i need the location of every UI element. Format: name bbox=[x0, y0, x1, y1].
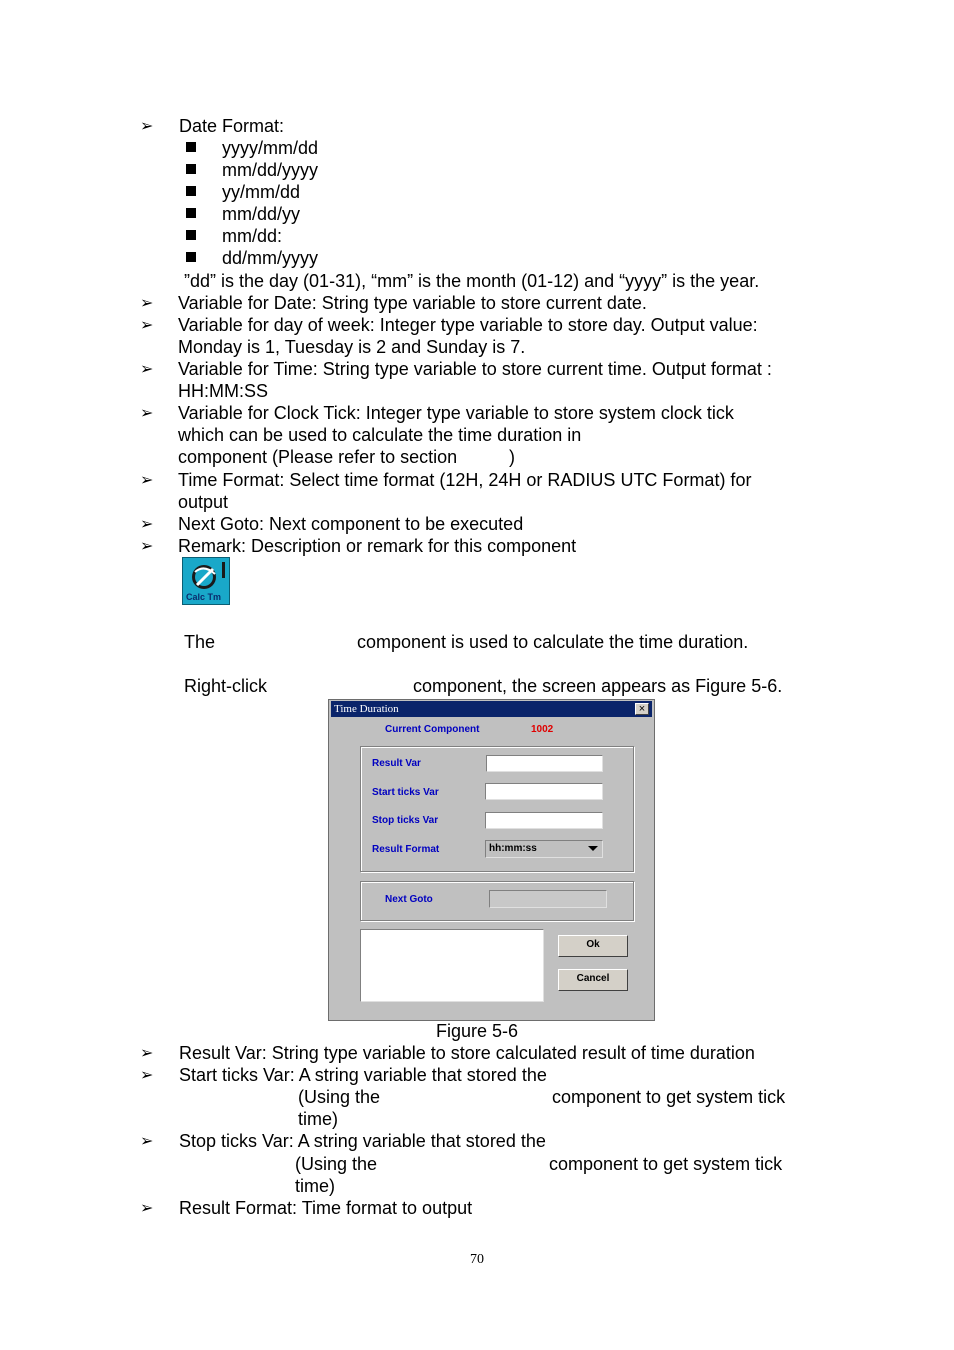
time-format-text: Time Format: Select time format (12H, 24H or RADIUS UTC Format) for bbox=[178, 470, 752, 490]
close-icon: × bbox=[638, 703, 646, 715]
stop-ticks-desc-cont: (Using the bbox=[295, 1154, 378, 1174]
bullet-arrow: ➢ bbox=[140, 1043, 154, 1062]
page-number: 70 bbox=[470, 1252, 484, 1267]
dialog-title: Time Duration bbox=[334, 703, 399, 715]
close-button[interactable] bbox=[635, 703, 649, 715]
result-var-input[interactable] bbox=[486, 755, 603, 772]
current-component-value: 1002 bbox=[531, 724, 554, 735]
result-format-select[interactable] bbox=[485, 840, 603, 858]
next-goto-text: Next Goto: Next component to be executed bbox=[178, 514, 524, 534]
square-bullet bbox=[186, 230, 196, 240]
var-dow-text: Variable for day of week: Integer type variable to store day. Output value: bbox=[178, 315, 758, 335]
result-format-label: Result Format bbox=[372, 844, 440, 855]
bullet-arrow: ➢ bbox=[140, 116, 154, 135]
start-ticks-desc: Start ticks Var: A string variable that stored the bbox=[179, 1065, 547, 1085]
start-ticks-desc-cont: component to get system tick bbox=[552, 1087, 786, 1107]
result-format-value: hh:mm:ss bbox=[489, 843, 537, 854]
date-format-option: yyyy/mm/dd bbox=[222, 138, 319, 158]
start-ticks-input[interactable] bbox=[485, 783, 603, 800]
bullet-arrow: ➢ bbox=[140, 514, 154, 533]
bullet-arrow: ➢ bbox=[140, 470, 154, 489]
bullet-arrow: ➢ bbox=[140, 1065, 154, 1084]
var-date-text: Variable for Date: String type variable to store current date. bbox=[178, 293, 647, 313]
result-format-desc: Result Format: Time format to output bbox=[179, 1198, 473, 1218]
square-bullet bbox=[186, 186, 196, 196]
calc-time-icon bbox=[182, 557, 230, 605]
date-format-heading: Date Format: bbox=[179, 116, 285, 136]
bullet-arrow: ➢ bbox=[140, 1198, 154, 1217]
ok-button[interactable]: Ok bbox=[558, 935, 628, 957]
square-bullet bbox=[186, 164, 196, 174]
dialog-title-bar[interactable] bbox=[331, 701, 652, 717]
square-bullet bbox=[186, 142, 196, 152]
start-ticks-desc-cont: time) bbox=[298, 1109, 338, 1129]
square-bullet bbox=[186, 252, 196, 262]
start-ticks-label: Start ticks Var bbox=[372, 787, 439, 798]
var-time-text: Variable for Time: String type variable to store current time. Output format : bbox=[178, 359, 772, 379]
para-right-click-rest: component, the screen appears as Figure 5-6. bbox=[413, 676, 783, 696]
date-format-option: mm/dd/yy bbox=[222, 204, 301, 224]
var-tick-text-cont: component (Please refer to section bbox=[178, 447, 458, 467]
bullet-arrow: ➢ bbox=[140, 315, 154, 334]
stop-ticks-desc-cont: component to get system tick bbox=[549, 1154, 783, 1174]
remark-textarea[interactable] bbox=[360, 929, 544, 1002]
stop-ticks-desc-cont: time) bbox=[295, 1176, 335, 1196]
var-tick-text-paren: ) bbox=[509, 447, 515, 467]
time-format-text-cont: output bbox=[178, 492, 229, 512]
stop-ticks-label: Stop ticks Var bbox=[372, 815, 439, 826]
bullet-arrow: ➢ bbox=[140, 359, 154, 378]
start-ticks-desc-cont: (Using the bbox=[298, 1087, 381, 1107]
para-right-click: Right-click bbox=[184, 676, 268, 696]
figure-caption: Figure 5-6 bbox=[435, 1021, 519, 1041]
next-goto-field[interactable] bbox=[489, 890, 607, 908]
next-goto-label: Next Goto bbox=[385, 894, 433, 905]
bullet-arrow: ➢ bbox=[140, 536, 154, 555]
date-format-note: ”dd” is the day (01-31), “mm” is the month (01-12) and “yyyy” is the year. bbox=[184, 271, 760, 291]
date-format-option: yy/mm/dd bbox=[222, 182, 301, 202]
bullet-arrow: ➢ bbox=[140, 1131, 154, 1150]
bullet-arrow: ➢ bbox=[140, 403, 154, 422]
stop-ticks-desc: Stop ticks Var: A string variable that stored the bbox=[179, 1131, 546, 1151]
remark-text: Remark: Description or remark for this component bbox=[178, 536, 577, 556]
calc-time-icon-label: Calc Tm bbox=[186, 592, 222, 602]
current-component-label: Current Component bbox=[385, 724, 480, 735]
var-tick-text: Variable for Clock Tick: Integer type variable to store system clock tick bbox=[178, 403, 734, 423]
time-duration-dialog bbox=[328, 699, 655, 1021]
date-format-option: mm/dd: bbox=[222, 226, 283, 246]
para-the-rest: component is used to calculate the time duration. bbox=[357, 632, 749, 652]
result-var-desc: Result Var: String type variable to store calculated result of time duration bbox=[179, 1043, 755, 1063]
bullet-arrow: ➢ bbox=[140, 293, 154, 312]
date-format-option: dd/mm/yyyy bbox=[222, 248, 319, 268]
para-the: The bbox=[184, 632, 216, 652]
chevron-down-icon[interactable] bbox=[588, 846, 598, 851]
var-dow-text-cont: Monday is 1, Tuesday is 2 and Sunday is 7. bbox=[178, 337, 526, 357]
result-var-label: Result Var bbox=[372, 758, 421, 769]
stop-ticks-input[interactable] bbox=[485, 812, 603, 829]
var-tick-text-cont: which can be used to calculate the time duration in bbox=[178, 425, 582, 445]
date-format-option: mm/dd/yyyy bbox=[222, 160, 319, 180]
square-bullet bbox=[186, 208, 196, 218]
cancel-button[interactable]: Cancel bbox=[558, 969, 628, 991]
var-time-text-cont: HH:MM:SS bbox=[178, 381, 268, 401]
